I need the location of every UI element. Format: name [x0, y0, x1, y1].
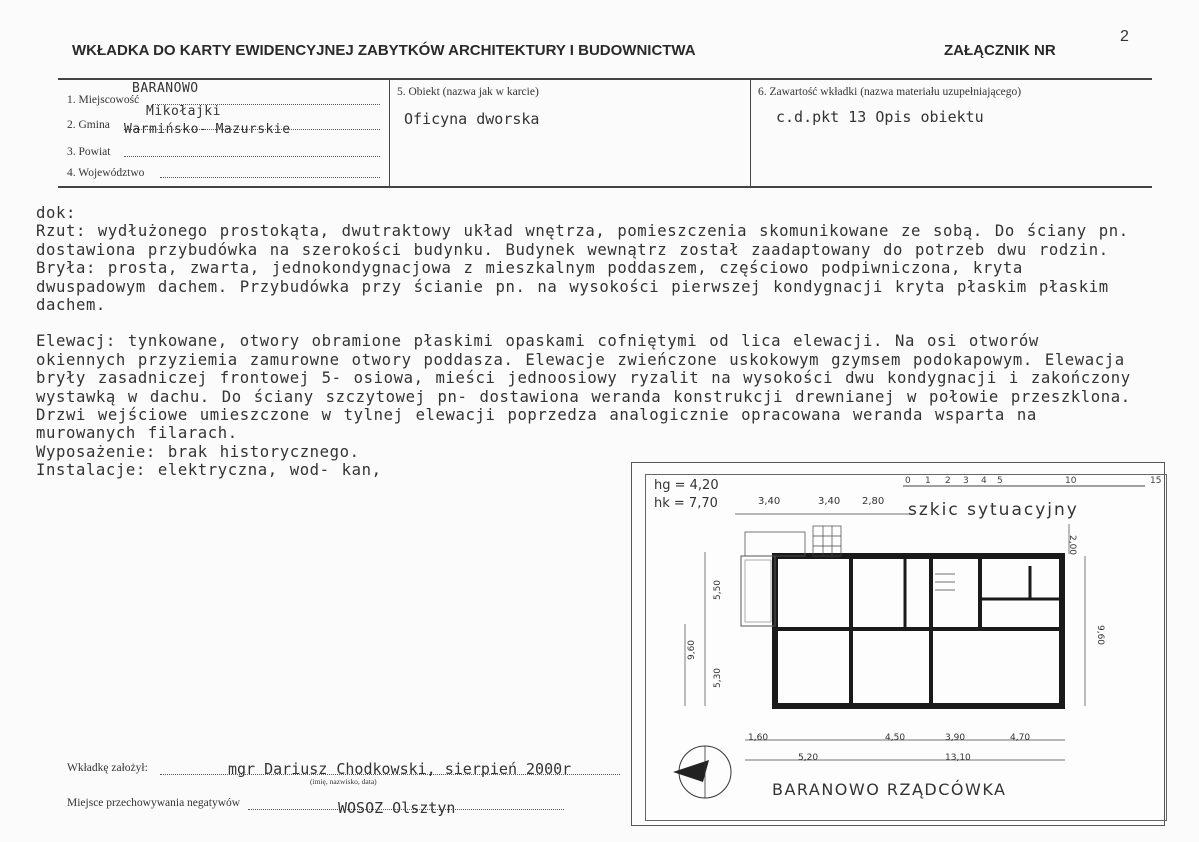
dim-bottom-6: 13,10	[945, 753, 971, 763]
miejscowosc-value: BARANOWO	[132, 81, 199, 96]
column-divider	[389, 78, 390, 187]
zawartosc-label: 6. Zawartość wkładki (nazwa materiału uzupełniającego)	[758, 86, 1022, 98]
dim-bottom-4: 4,70	[1010, 733, 1031, 743]
dim-left-1: 5,50	[713, 579, 724, 601]
zalozyl-label: Wkładkę założył:	[67, 762, 148, 774]
column-divider	[750, 78, 751, 187]
scale-label: 3	[963, 476, 969, 486]
text-paragraph-rzut: Rzut: wydłużonego prostokąta, dwutraktowy układ wnętrza, pomieszczenia skomunikowane ze sobą. Do ściany pn. dostawiona przybudówka na szerokości budynku. Budynek wewnątrz został zaadaptowany do potrzeb dwu rodzin.	[36, 222, 1129, 259]
dim-right-1: 2,00	[1067, 534, 1078, 556]
scale-label: 2	[945, 476, 951, 486]
dim-top-1: 3,40	[758, 496, 781, 507]
description-text	[36, 204, 1136, 480]
wojewodztwo-label: 4. Województwo	[67, 167, 145, 179]
scale-label: 0	[905, 476, 911, 486]
scale-label: 1	[925, 476, 931, 486]
obiekt-label: 5. Obiekt (nazwa jak w karcie)	[397, 86, 539, 98]
plan-hg: hg = 4,20	[654, 478, 719, 493]
dotted-line	[124, 156, 380, 157]
text-line: dok:	[36, 204, 76, 222]
gmina-label: 2. Gmina	[67, 119, 110, 131]
dim-top-3: 2,80	[862, 496, 885, 507]
form-title: WKŁADKA DO KARTY EWIDENCYJNEJ ZABYTKÓW ARCHITEKTURY I BUDOWNICTWA	[72, 42, 696, 59]
scale-label: 4	[981, 476, 987, 486]
dotted-line	[160, 177, 380, 178]
dim-bottom-2: 4,50	[885, 733, 906, 743]
miejsce-value: WOSOZ Olsztyn	[338, 799, 456, 817]
plan-title: szkic sytuacyjny	[908, 500, 1079, 520]
miejsce-label: Miejsce przechowywania negatywów	[67, 797, 241, 809]
floor-plan-sketch	[645, 474, 1165, 819]
scale-label: 5	[997, 476, 1003, 486]
table-top-rule	[58, 78, 1152, 80]
table-bottom-rule	[58, 186, 1152, 188]
miejscowosc-label: 1. Miejscowość	[67, 94, 140, 106]
obiekt-value: Oficyna dworska	[404, 110, 540, 128]
dim-left-3: 5,30	[713, 667, 724, 689]
dim-bottom-3: 3,90	[945, 733, 966, 743]
dim-right-2: 9,60	[1095, 624, 1106, 646]
attachment-label: ZAŁĄCZNIK NR	[944, 42, 1056, 59]
zawartosc-value: c.d.pkt 13 Opis obiektu	[776, 108, 984, 126]
dim-bottom-5: 5,20	[798, 753, 819, 763]
plan-caption: BARANOWO RZĄDCÓWKA	[772, 780, 1007, 799]
scale-label: 15	[1150, 476, 1162, 486]
text-paragraph-wyposazenie: Wyposażenie: brak historycznego.	[36, 442, 360, 461]
powiat-label: 3. Powiat	[67, 146, 111, 158]
text-paragraph-instalacje: Instalacje: elektryczna, wod- kan,	[36, 461, 382, 480]
gmina-value: Mikołajki	[146, 104, 221, 119]
plan-hk: hk = 7,70	[654, 496, 718, 511]
wojewodztwo-value: Warmińsko- Mazurskie	[124, 122, 291, 137]
text-paragraph-elewacje: Elewacj: tynkowane, otwory obramione płaskimi opaskami cofniętymi od lica elewacji. Na osi otworów okiennych przyziemia zamurowne otwory poddasza. Elewacje zwieńczone uskokowym gzymsem podokapowym. Elewacja bryły zasadniczej frontowej 5- osiowa, mieści jednoosiowy ryzalit na wysokości dwu kondygnacji i zakończony wystawką w dachu. Do ściany szczytowej pn- dostawiona weranda konstrukcji drewnianej w połowie przeszklona. Drzwi wejściowe umieszczone w tylnej elewacji poprzedza analogicznie opracowana weranda wsparta na murowanych filarach.	[36, 332, 1131, 443]
page-number: 2	[1120, 28, 1129, 45]
zalozyl-hint: (imię, nazwisko, data)	[310, 777, 377, 786]
dim-bottom-1: 1,60	[748, 733, 769, 743]
zalozyl-value: mgr Dariusz Chodkowski, sierpień 2000r	[228, 760, 572, 778]
dim-top-2: 3,40	[818, 496, 841, 507]
text-paragraph-bryla: Bryła: prosta, zwarta, jednokondygnacjowa z mieszkalnym poddaszem, częściowo podpiwniczona, kryta dwuspadowym dachem. Przybudówka przy ścianie pn. na wysokości pierwszej kondygnacji kryta płaskim płaskim dachem.	[36, 259, 1109, 315]
dim-left-2: 9,60	[687, 639, 698, 661]
scale-label: 10	[1065, 476, 1077, 486]
